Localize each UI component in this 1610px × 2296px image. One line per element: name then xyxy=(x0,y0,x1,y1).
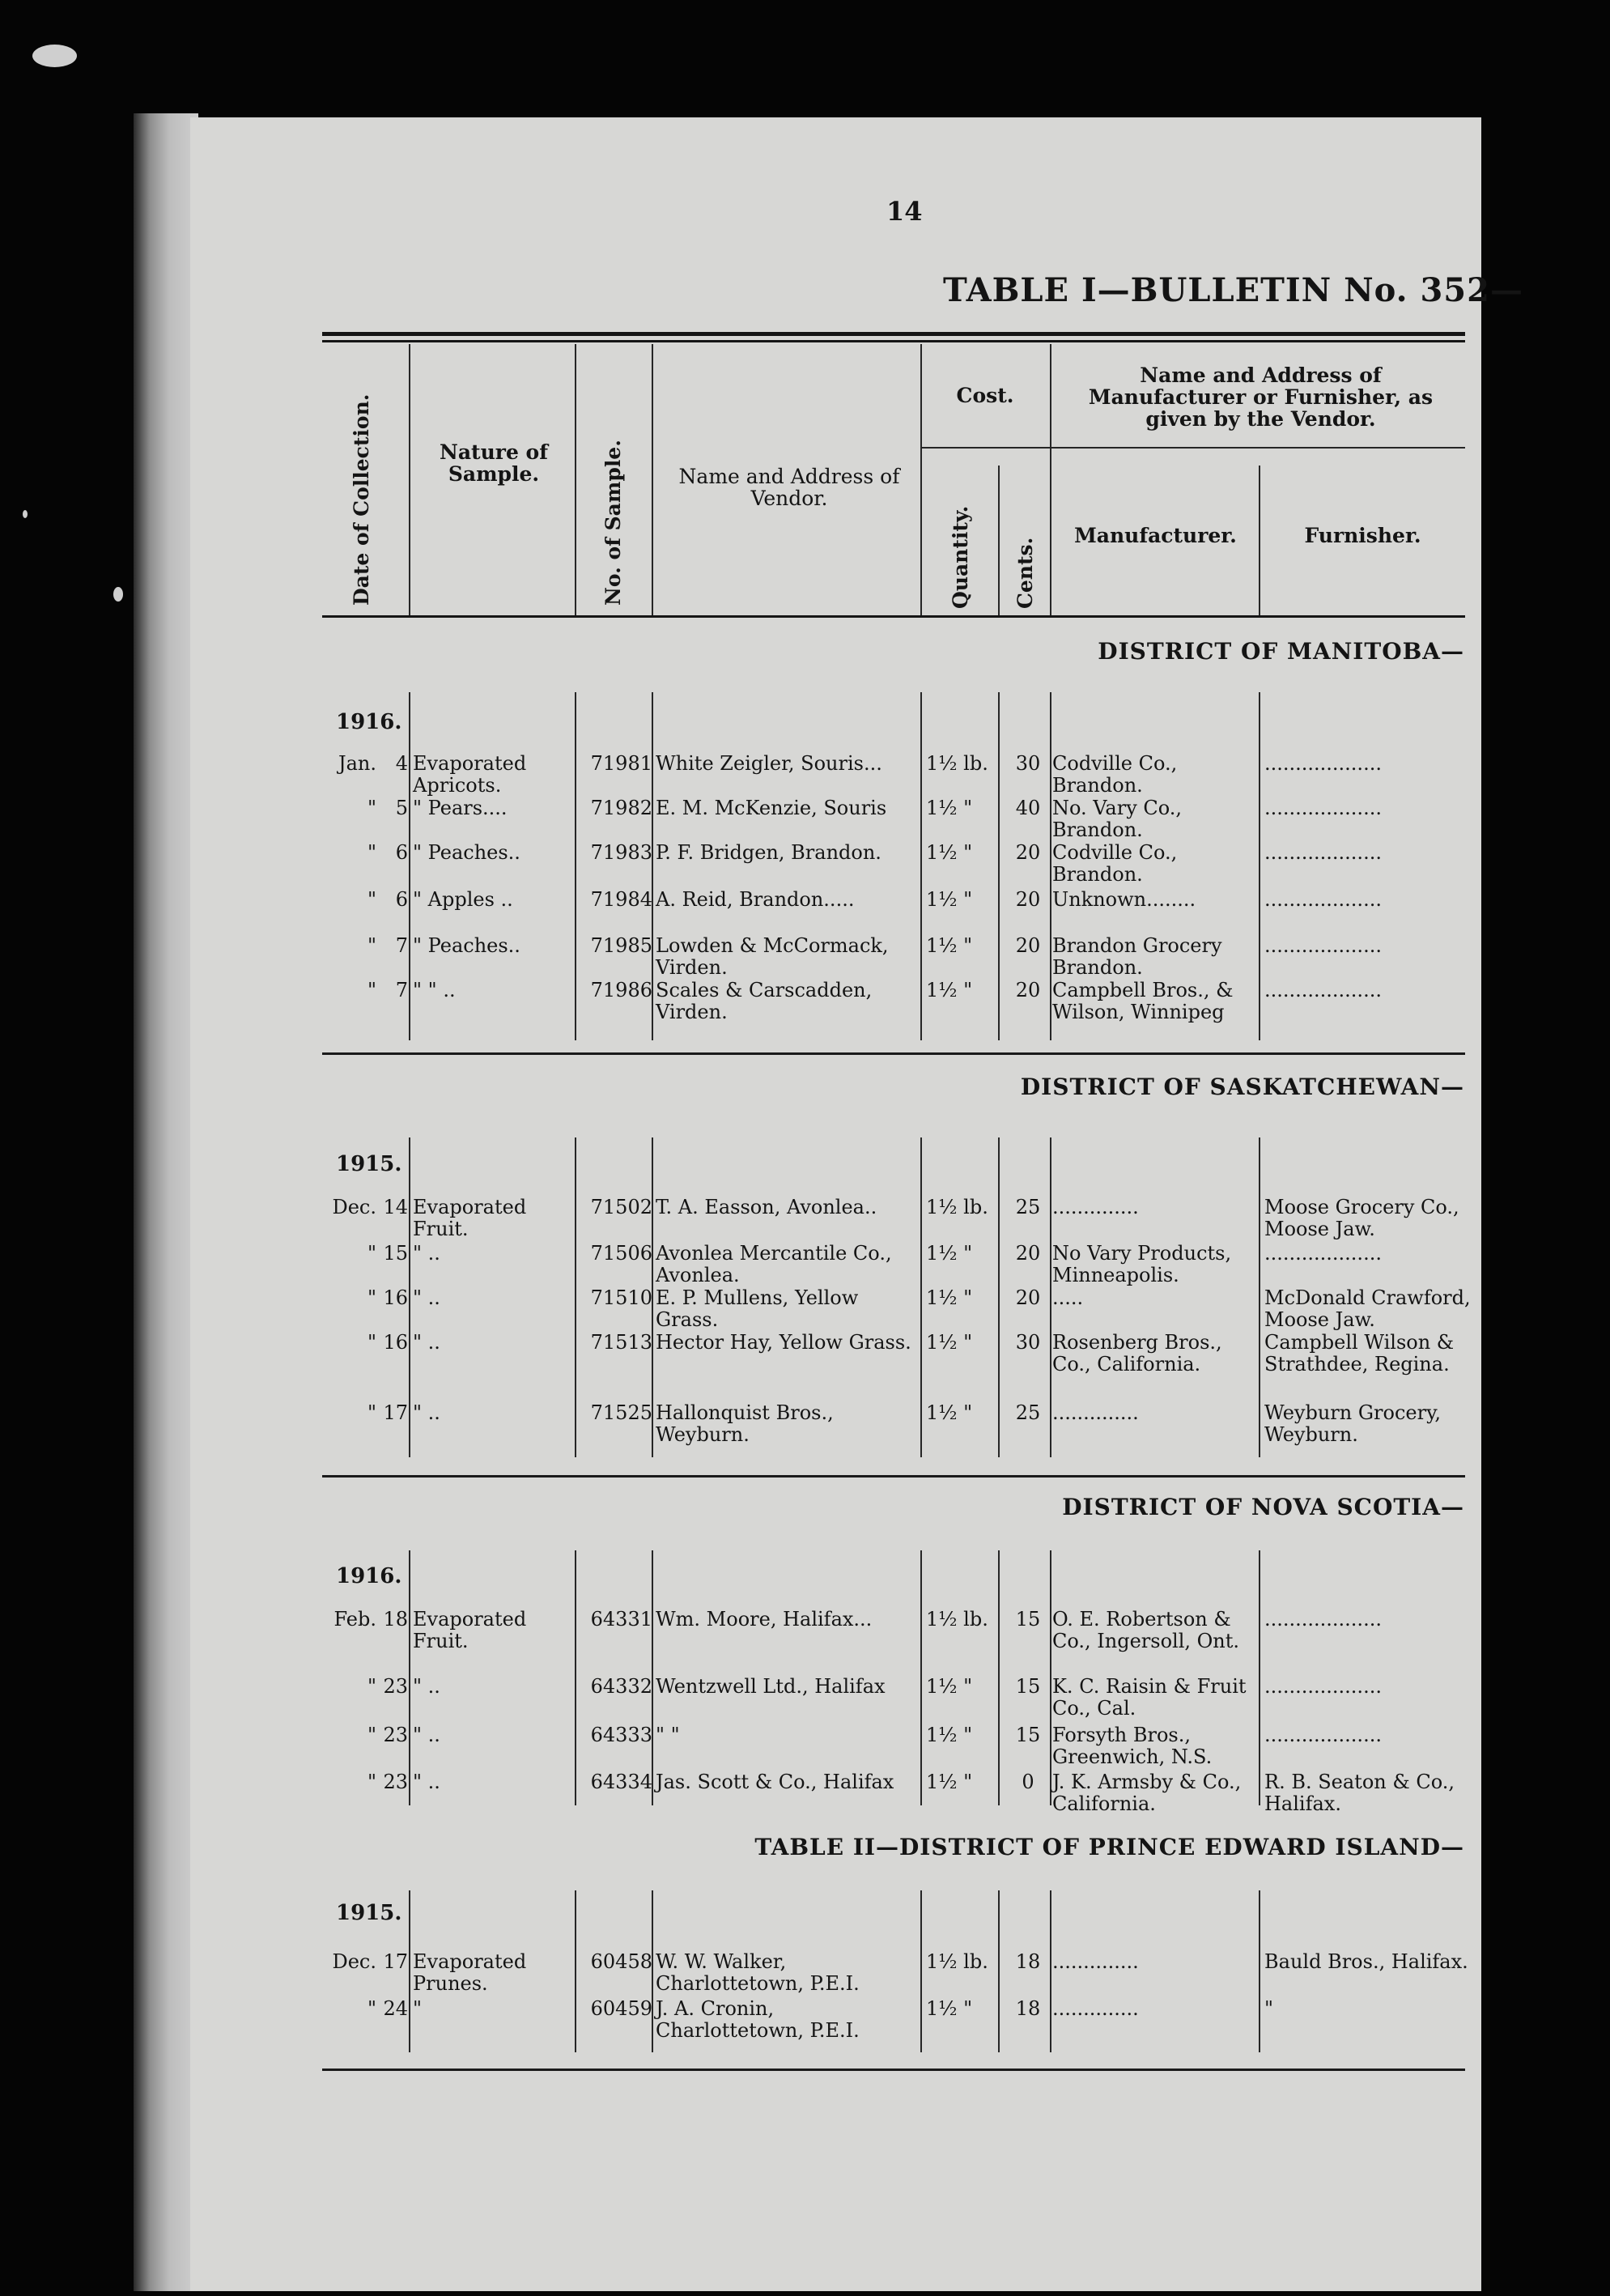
header-col-divider xyxy=(1050,344,1051,615)
district-heading: TABLE II—DISTRICT OF PRINCE EDWARD ISLAND— xyxy=(754,1834,1464,1860)
cell-sample-no: 71983 xyxy=(590,841,652,864)
header-cost: Cost. xyxy=(956,384,1014,407)
name-address-subheader-rule xyxy=(1050,447,1465,449)
cell-quantity: 1½ " xyxy=(926,1724,973,1746)
cell-month: Dec. xyxy=(332,1950,376,1973)
cell-sample-no: 71510 xyxy=(590,1286,652,1309)
cell-vendor: A. Reid, Brandon..... xyxy=(656,888,855,911)
cell-vendor: Wm. Moore, Halifax... xyxy=(656,1608,873,1631)
cell-nature: " .. xyxy=(413,1286,440,1309)
cell-nature: " xyxy=(413,1997,423,2020)
section-end-rule xyxy=(322,1475,1465,1478)
district-heading: DISTRICT OF NOVA SCOTIA— xyxy=(1062,1494,1464,1520)
section-end-rule xyxy=(322,1052,1465,1055)
cell-vendor: Scales & Carscadden, Virden. xyxy=(656,979,873,1023)
cell-day: 17 xyxy=(383,1950,408,1973)
cell-quantity: 1½ " xyxy=(926,888,973,911)
column-divider xyxy=(1259,1550,1260,1805)
cell-manufacturer: ..... xyxy=(1052,1286,1084,1309)
page-number: 14 xyxy=(886,196,923,227)
cell-cents: 15 xyxy=(1015,1608,1041,1631)
cell-day: 23 xyxy=(383,1724,408,1746)
header-nature: Nature of Sample. xyxy=(440,440,548,486)
cell-cents: 40 xyxy=(1015,797,1041,819)
cell-manufacturer: J. K. Armsby & Co., California. xyxy=(1052,1771,1242,1815)
cell-vendor: " " xyxy=(656,1724,680,1746)
cell-quantity: 1½ " xyxy=(926,979,973,1001)
year-label: 1916. xyxy=(336,1564,402,1588)
cell-quantity: 1½ lb. xyxy=(926,752,988,775)
cell-quantity: 1½ " xyxy=(926,1286,973,1309)
cell-nature: " .. xyxy=(413,1331,440,1354)
column-divider xyxy=(409,1550,410,1805)
cell-furnisher: Weyburn Grocery, Weyburn. xyxy=(1264,1401,1442,1446)
column-divider xyxy=(409,1890,410,2052)
cell-manufacturer: .............. xyxy=(1052,1950,1139,1973)
cell-furnisher: ................... xyxy=(1264,841,1382,864)
cell-manufacturer: Codville Co., Brandon. xyxy=(1052,841,1178,886)
cell-nature: " .. xyxy=(413,1401,440,1424)
cell-day: 23 xyxy=(383,1675,408,1698)
header-cents: Cents. xyxy=(1013,537,1037,609)
cell-month: Dec. xyxy=(332,1196,376,1218)
cell-nature: " .. xyxy=(413,1724,440,1746)
cell-nature: " Peaches.. xyxy=(413,934,520,957)
cell-quantity: 1½ " xyxy=(926,1242,973,1265)
district-heading: DISTRICT OF SASKATCHEWAN— xyxy=(1020,1074,1464,1100)
cell-quantity: 1½ " xyxy=(926,1401,973,1424)
cell-furnisher: ................... xyxy=(1264,1675,1382,1698)
cell-quantity: 1½ " xyxy=(926,797,973,819)
cell-furnisher: ................... xyxy=(1264,1242,1382,1265)
cell-manufacturer: Unknown........ xyxy=(1052,888,1196,911)
cell-manufacturer: O. E. Robertson & Co., Ingersoll, Ont. xyxy=(1052,1608,1240,1652)
cell-day: 15 xyxy=(383,1242,408,1265)
cell-furnisher: ................... xyxy=(1264,752,1382,775)
cell-sample-no: 60458 xyxy=(590,1950,652,1973)
cell-nature: Evaporated Fruit. xyxy=(413,1608,527,1652)
header-col-divider xyxy=(998,466,1000,615)
cell-sample-no: 71513 xyxy=(590,1331,652,1354)
cell-vendor: P. F. Bridgen, Brandon. xyxy=(656,841,881,864)
cell-furnisher: ................... xyxy=(1264,1608,1382,1631)
cell-day: 7 xyxy=(395,934,408,957)
cell-sample-no: 71986 xyxy=(590,979,652,1001)
cell-sample-no: 71502 xyxy=(590,1196,652,1218)
header-date: Date of Collection. xyxy=(350,393,373,606)
table-title: TABLE I—BULLETIN No. 352— xyxy=(943,271,1523,309)
cell-furnisher: ................... xyxy=(1264,1724,1382,1746)
cell-month: " xyxy=(367,797,376,819)
cell-sample-no: 64331 xyxy=(590,1608,652,1631)
cell-manufacturer: Rosenberg Bros., Co., California. xyxy=(1052,1331,1222,1375)
cell-nature: " Pears.... xyxy=(413,797,508,819)
cell-nature: Evaporated Prunes. xyxy=(413,1950,527,1995)
cell-manufacturer: .............. xyxy=(1052,1997,1139,2020)
scan-speck xyxy=(32,45,77,67)
cell-cents: 20 xyxy=(1015,1286,1041,1309)
cell-cents: 20 xyxy=(1015,934,1041,957)
cell-sample-no: 60459 xyxy=(590,1997,652,2020)
cell-vendor: E. M. McKenzie, Souris xyxy=(656,797,887,819)
cell-furnisher: Campbell Wilson & Strathdee, Regina. xyxy=(1264,1331,1455,1375)
cell-nature: " Peaches.. xyxy=(413,841,520,864)
cell-cents: 20 xyxy=(1015,841,1041,864)
column-divider xyxy=(409,1137,410,1457)
cell-month: " xyxy=(367,1997,376,2020)
section-end-rule xyxy=(322,2069,1465,2071)
column-divider xyxy=(409,692,410,1040)
cell-cents: 20 xyxy=(1015,1242,1041,1265)
cell-day: 17 xyxy=(383,1401,408,1424)
cell-quantity: 1½ " xyxy=(926,1331,973,1354)
cell-month: " xyxy=(367,1675,376,1698)
cell-manufacturer: Forsyth Bros., Greenwich, N.S. xyxy=(1052,1724,1213,1768)
cell-quantity: 1½ " xyxy=(926,934,973,957)
scan-edge xyxy=(134,113,198,2291)
cell-month: " xyxy=(367,1401,376,1424)
cell-manufacturer: .............. xyxy=(1052,1196,1139,1218)
cell-sample-no: 71982 xyxy=(590,797,652,819)
cell-sample-no: 64333 xyxy=(590,1724,652,1746)
cell-sample-no: 71981 xyxy=(590,752,652,775)
cell-furnisher: McDonald Crawford, Moose Jaw. xyxy=(1264,1286,1471,1331)
header-furnisher: Furnisher. xyxy=(1304,524,1421,547)
header-bottom-rule xyxy=(322,615,1465,618)
cost-subheader-rule xyxy=(920,447,1050,449)
column-divider xyxy=(1259,1890,1260,2052)
cell-furnisher: ................... xyxy=(1264,934,1382,957)
cell-month: " xyxy=(367,979,376,1001)
cell-cents: 25 xyxy=(1015,1196,1041,1218)
cell-quantity: 1½ " xyxy=(926,841,973,864)
cell-day: 14 xyxy=(383,1196,408,1218)
cell-manufacturer: Codville Co., Brandon. xyxy=(1052,752,1178,797)
cell-cents: 18 xyxy=(1015,1950,1041,1973)
header-manufacturer: Manufacturer. xyxy=(1074,524,1237,547)
cell-sample-no: 71525 xyxy=(590,1401,652,1424)
cell-cents: 0 xyxy=(1022,1771,1034,1793)
cell-vendor: Hallonquist Bros., Weyburn. xyxy=(656,1401,834,1446)
cell-furnisher: Bauld Bros., Halifax. xyxy=(1264,1950,1468,1973)
cell-furnisher: R. B. Seaton & Co., Halifax. xyxy=(1264,1771,1455,1815)
year-label: 1916. xyxy=(336,710,402,734)
cell-manufacturer: No. Vary Co., Brandon. xyxy=(1052,797,1183,841)
cell-month: " xyxy=(367,1286,376,1309)
cell-day: 18 xyxy=(383,1608,408,1631)
cell-quantity: 1½ " xyxy=(926,1771,973,1793)
cell-furnisher: Moose Grocery Co., Moose Jaw. xyxy=(1264,1196,1459,1240)
header-col-divider xyxy=(409,344,410,615)
scan-speck xyxy=(113,587,123,602)
cell-nature: " .. xyxy=(413,1771,440,1793)
column-divider xyxy=(1259,1137,1260,1457)
cell-day: 4 xyxy=(395,752,408,775)
cell-quantity: 1½ lb. xyxy=(926,1950,988,1973)
header-vendor: Name and Address of Vendor. xyxy=(678,465,900,510)
cell-vendor: Wentzwell Ltd., Halifax xyxy=(656,1675,886,1698)
cell-quantity: 1½ " xyxy=(926,1675,973,1698)
cell-day: 6 xyxy=(395,888,408,911)
cell-day: 23 xyxy=(383,1771,408,1793)
cell-manufacturer: No Vary Products, Minneapolis. xyxy=(1052,1242,1232,1286)
cell-nature: " " .. xyxy=(413,979,456,1001)
cell-manufacturer: Brandon Grocery Brandon. xyxy=(1052,934,1222,979)
header-quantity: Quantity. xyxy=(949,505,972,609)
cell-month: " xyxy=(367,841,376,864)
cell-vendor: W. W. Walker, Charlottetown, P.E.I. xyxy=(656,1950,860,1995)
header-col-divider xyxy=(652,344,653,615)
cell-sample-no: 64334 xyxy=(590,1771,652,1793)
year-label: 1915. xyxy=(336,1152,402,1176)
cell-month: " xyxy=(367,1771,376,1793)
cell-vendor: White Zeigler, Souris... xyxy=(656,752,882,775)
cell-sample-no: 71984 xyxy=(590,888,652,911)
cell-month: Feb. xyxy=(333,1608,376,1631)
district-heading: DISTRICT OF MANITOBA— xyxy=(1098,638,1464,665)
cell-manufacturer: K. C. Raisin & Fruit Co., Cal. xyxy=(1052,1675,1247,1720)
year-label: 1915. xyxy=(336,1901,402,1925)
cell-cents: 30 xyxy=(1015,752,1041,775)
cell-vendor: Lowden & McCormack, Virden. xyxy=(656,934,889,979)
cell-day: 16 xyxy=(383,1331,408,1354)
cell-cents: 20 xyxy=(1015,888,1041,911)
header-name-address: Name and Address of Manufacturer or Furnisher, as given by the Vendor. xyxy=(1088,364,1434,431)
cell-quantity: 1½ " xyxy=(926,1997,973,2020)
cell-furnisher: " xyxy=(1264,1997,1274,2020)
cell-furnisher: ................... xyxy=(1264,979,1382,1001)
cell-cents: 20 xyxy=(1015,979,1041,1001)
header-top-rule-2 xyxy=(322,340,1465,342)
cell-vendor: J. A. Cronin, Charlottetown, P.E.I. xyxy=(656,1997,860,2042)
cell-nature: Evaporated Apricots. xyxy=(413,752,527,797)
cell-nature: " .. xyxy=(413,1242,440,1265)
cell-month: " xyxy=(367,934,376,957)
cell-sample-no: 71506 xyxy=(590,1242,652,1265)
cell-vendor: Hector Hay, Yellow Grass. xyxy=(656,1331,911,1354)
cell-vendor: Avonlea Mercantile Co., Avonlea. xyxy=(656,1242,892,1286)
cell-sample-no: 71985 xyxy=(590,934,652,957)
cell-quantity: 1½ lb. xyxy=(926,1196,988,1218)
cell-month: Jan. xyxy=(338,752,376,775)
cell-day: 7 xyxy=(395,979,408,1001)
cell-cents: 30 xyxy=(1015,1331,1041,1354)
cell-nature: " Apples .. xyxy=(413,888,513,911)
cell-cents: 15 xyxy=(1015,1675,1041,1698)
cell-month: " xyxy=(367,888,376,911)
cell-vendor: T. A. Easson, Avonlea.. xyxy=(656,1196,877,1218)
cell-day: 5 xyxy=(395,797,408,819)
cell-day: 24 xyxy=(383,1997,408,2020)
cell-quantity: 1½ lb. xyxy=(926,1608,988,1631)
cell-cents: 15 xyxy=(1015,1724,1041,1746)
header-col-divider xyxy=(575,344,576,615)
header-top-rule xyxy=(322,332,1465,336)
cell-manufacturer: Campbell Bros., & Wilson, Winnipeg xyxy=(1052,979,1234,1023)
cell-furnisher: ................... xyxy=(1264,797,1382,819)
cell-sample-no: 64332 xyxy=(590,1675,652,1698)
cell-day: 16 xyxy=(383,1286,408,1309)
scan-speck xyxy=(23,510,28,518)
header-sample-no: No. of Sample. xyxy=(601,440,625,606)
column-divider xyxy=(1259,692,1260,1040)
cell-furnisher: ................... xyxy=(1264,888,1382,911)
cell-cents: 25 xyxy=(1015,1401,1041,1424)
cell-month: " xyxy=(367,1724,376,1746)
cell-day: 6 xyxy=(395,841,408,864)
cell-vendor: Jas. Scott & Co., Halifax xyxy=(656,1771,894,1793)
cell-nature: Evaporated Fruit. xyxy=(413,1196,527,1240)
cell-cents: 18 xyxy=(1015,1997,1041,2020)
cell-month: " xyxy=(367,1331,376,1354)
cell-month: " xyxy=(367,1242,376,1265)
cell-manufacturer: .............. xyxy=(1052,1401,1139,1424)
cell-nature: " .. xyxy=(413,1675,440,1698)
cell-vendor: E. P. Mullens, Yellow Grass. xyxy=(656,1286,859,1331)
